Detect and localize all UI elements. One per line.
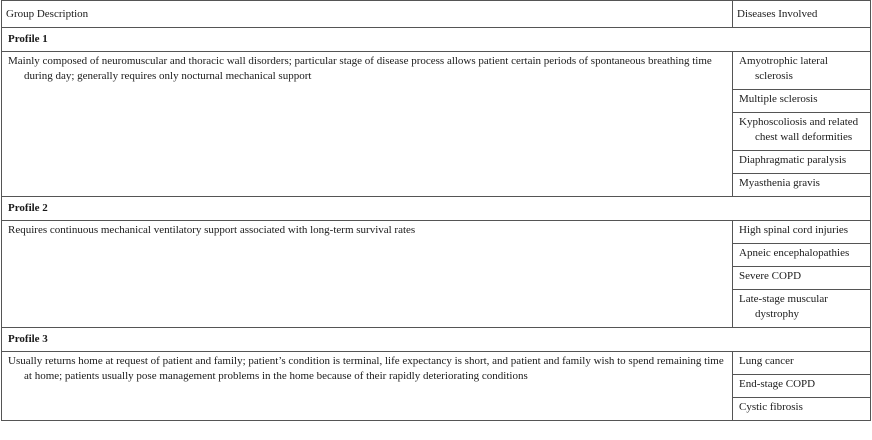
disease-name: Apneic encephalopathies: [739, 247, 850, 259]
header-row: [2, 1, 871, 28]
profile-title: Profile 2: [2, 197, 871, 221]
disease-name: Myasthenia gravis: [739, 177, 820, 189]
group-description-cell: [2, 52, 733, 197]
disease-name: High spinal cord injuries: [739, 224, 849, 236]
group-description-cell: [2, 221, 733, 328]
disease-cell: [733, 151, 871, 174]
disease-cell: [733, 375, 871, 398]
group-description-text: Usually returns home at request of patient and family; patient’s condition is terminal, life expectancy is short, and patient and family wish to spend remaining time at home; patients usually pose management problems in the home because of their rapidly deteriorating conditions: [8, 355, 724, 382]
disease-cell: [733, 90, 871, 113]
disease-name: Late-stage muscular dystrophy: [739, 293, 828, 320]
disease-cell: [733, 221, 871, 244]
table-body: [2, 1, 871, 421]
disease-name: Kyphoscoliosis and related chest wall deformities: [739, 116, 859, 143]
profile-title-row: [2, 328, 871, 352]
disease-name: Lung cancer: [739, 355, 794, 367]
profile-title: Profile 3: [2, 328, 871, 352]
profile-title-row: [2, 197, 871, 221]
disease-cell: [733, 290, 871, 328]
disease-row: [2, 221, 871, 244]
profile-title-row: [2, 28, 871, 52]
profiles-table: [1, 0, 871, 421]
disease-cell: [733, 267, 871, 290]
group-description-text: Requires continuous mechanical ventilatory support associated with long-term survival rates: [8, 224, 416, 236]
disease-cell: [733, 398, 871, 421]
group-description-cell: [2, 352, 733, 421]
header-group-description: Group Description: [2, 1, 733, 28]
profile-title: Profile 1: [2, 28, 871, 52]
disease-row: [2, 52, 871, 90]
disease-cell: [733, 174, 871, 197]
group-description-text: Mainly composed of neuromuscular and thoracic wall disorders; particular stage of disease process allows patient certain periods of spontaneous breathing time during day; generally requires only nocturnal mechanical support: [8, 55, 712, 82]
disease-cell: [733, 352, 871, 375]
disease-cell: [733, 52, 871, 90]
disease-name: Multiple sclerosis: [739, 93, 818, 105]
disease-cell: [733, 113, 871, 151]
disease-name: Cystic fibrosis: [739, 401, 803, 413]
disease-name: Diaphragmatic paralysis: [739, 154, 847, 166]
disease-name: Severe COPD: [739, 270, 802, 282]
disease-name: End-stage COPD: [739, 378, 816, 390]
disease-cell: [733, 244, 871, 267]
disease-row: [2, 352, 871, 375]
header-diseases-involved: Diseases Involved: [733, 1, 871, 28]
disease-name: Amyotrophic lateral sclerosis: [739, 55, 828, 82]
